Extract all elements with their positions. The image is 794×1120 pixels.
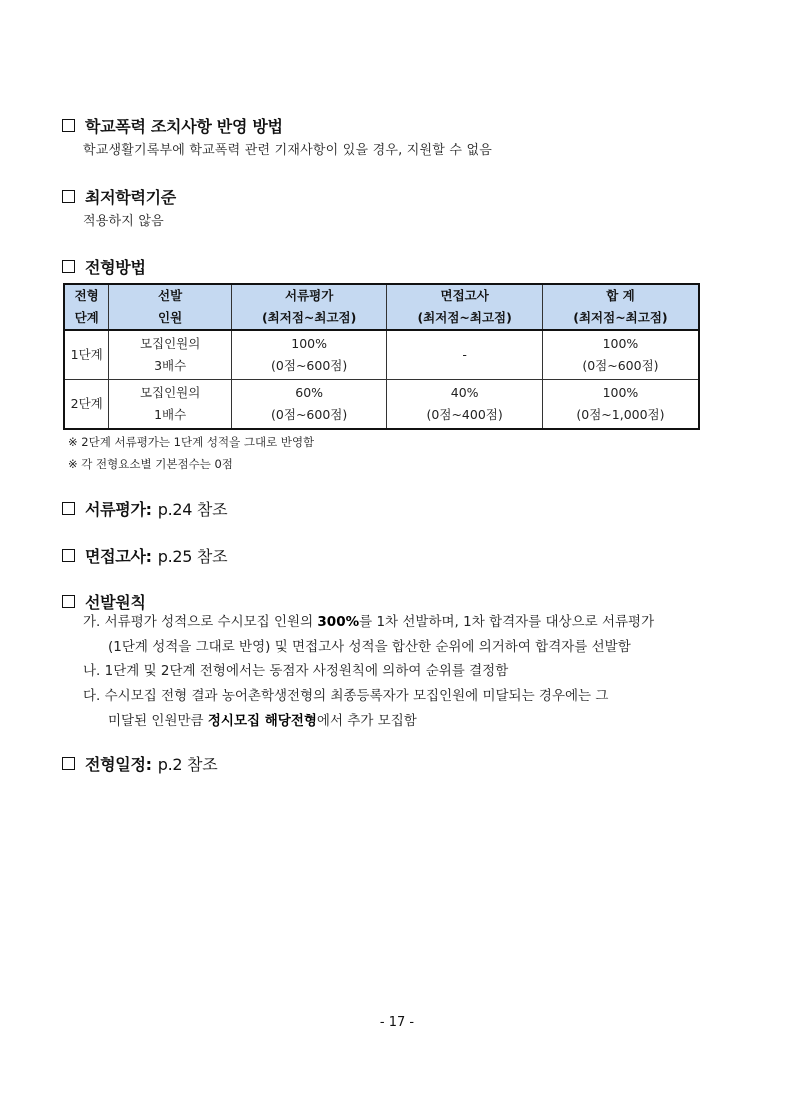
cell-text: (0점~600점) (271, 407, 348, 422)
page-reference: p.24 참조 (157, 500, 228, 519)
checkbox-square-icon (62, 190, 75, 203)
selection-method-table (63, 283, 700, 430)
table-header-row (64, 284, 699, 330)
heading-text: 면접고사: (85, 547, 152, 566)
cell-text: 선발 (158, 288, 183, 303)
table-cell (109, 380, 232, 430)
heading-text: 선발원칙 (85, 593, 146, 612)
table-cell (387, 330, 543, 380)
cell-text: 100% (291, 336, 328, 351)
column-header (542, 284, 699, 330)
section-heading (62, 497, 227, 520)
text: 가. 서류평가 성적으로 수시모집 인원의 (83, 614, 318, 630)
list-item-da (83, 684, 703, 733)
cell-text: (최저점~최고점) (261, 310, 357, 325)
heading-text: 전형일정: (85, 755, 152, 774)
page-reference: p.2 참조 (157, 755, 218, 774)
table-cell (109, 330, 232, 380)
cell-text: 3배수 (154, 358, 187, 373)
text: 다. 수시모집 전형 결과 농어촌학생전형의 최종등록자가 모집인원에 미달되는 경우에는 그 (83, 688, 609, 704)
cell-text: 100% (602, 385, 639, 400)
section-heading (62, 114, 283, 137)
table-cell (542, 380, 699, 430)
cell-text: 1단계 (70, 347, 103, 362)
cell-text: (0점~600점) (271, 358, 348, 373)
table-cell (387, 380, 543, 430)
section-heading (62, 255, 146, 278)
text: 에서 추가 모집함 (316, 712, 417, 729)
heading-text: 최저학력기준 (85, 188, 176, 207)
text: 를 1차 선발하며, 1차 합격자를 대상으로 서류평가 (359, 614, 655, 630)
cell-text: 모집인원의 (139, 385, 201, 400)
table-cell (64, 380, 109, 430)
column-header (387, 284, 543, 330)
bold-text: 300% (317, 614, 360, 630)
cell-text: (0점~1,000점) (576, 407, 665, 422)
heading-text: 학교폭력 조치사항 반영 방법 (85, 117, 283, 136)
cell-text: 40% (450, 385, 479, 400)
cell-text: 2단계 (70, 396, 103, 411)
table-cell (231, 330, 387, 380)
section-heading (62, 544, 227, 567)
checkbox-square-icon (62, 549, 75, 562)
heading-text: 서류평가: (85, 500, 152, 519)
cell-text: 합 계 (606, 288, 635, 303)
body-text: 학교생활기록부에 학교폭력 관련 기재사항이 있을 경우, 지원할 수 없음 (83, 143, 492, 158)
checkbox-square-icon (62, 119, 75, 132)
body-text: 적용하지 않음 (83, 214, 164, 229)
cell-text: 인원 (158, 310, 183, 325)
table-cell (231, 380, 387, 430)
cell-text: (최저점~최고점) (417, 310, 512, 325)
list-item-ga (83, 610, 703, 659)
cell-text: 면접고사 (440, 288, 489, 303)
column-header (109, 284, 232, 330)
page-reference: p.25 참조 (157, 547, 228, 566)
list-item-na: 나. 1단계 및 2단계 전형에서는 동점자 사정원칙에 의하여 순위를 결정함 (83, 663, 509, 679)
cell-text: (최저점~최고점) (573, 310, 668, 325)
section-heading (62, 185, 176, 208)
checkbox-square-icon (62, 502, 75, 515)
cell-text: (0점~600점) (582, 358, 659, 373)
note: ※ 2단계 서류평가는 1단계 성적을 그대로 반영함 (68, 435, 315, 449)
checkbox-square-icon (62, 757, 75, 770)
cell-text: (0점~400점) (426, 407, 503, 422)
cell-text: 1배수 (154, 407, 187, 422)
heading-text: 전형방법 (85, 258, 146, 277)
table-row (64, 380, 699, 430)
cell-text: 모집인원의 (139, 336, 201, 351)
column-header (231, 284, 387, 330)
cell-text: 60% (295, 385, 324, 400)
section-heading (62, 752, 217, 775)
bold-text: 정시모집 해당전형 (207, 712, 317, 729)
column-header (64, 284, 109, 330)
cell-text: 전형 (74, 288, 99, 303)
checkbox-square-icon (62, 260, 75, 273)
table-cell (64, 330, 109, 380)
cell-text: 서류평가 (285, 288, 334, 303)
text: (1단계 성적을 그대로 반영) 및 면접고사 성적을 합산한 순위에 의거하여 합격자를 선발함 (108, 638, 631, 655)
checkbox-square-icon (62, 595, 75, 608)
page-number: - 17 - (379, 1015, 415, 1030)
note: ※ 각 전형요소별 기본점수는 0점 (68, 457, 233, 471)
table-cell (542, 330, 699, 380)
table-row (64, 330, 699, 380)
cell-text: - (462, 347, 467, 362)
cell-text: 단계 (74, 310, 99, 325)
cell-text: 100% (602, 336, 639, 351)
text: 미달된 인원만큼 (108, 712, 208, 729)
